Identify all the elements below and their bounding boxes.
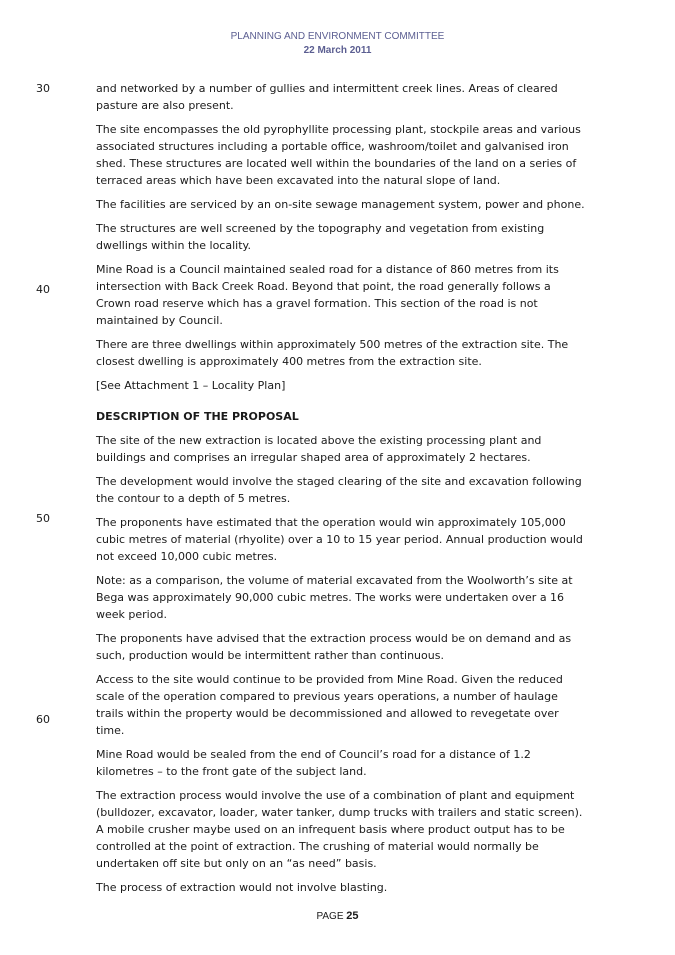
paragraph: The proponents have advised that the extraction process would be on demand and as such, production would be intermittent rather than continuous. xyxy=(96,632,572,662)
paragraph: The site encompasses the old pyrophyllite processing plant, stockpile areas and various associated structures including a portable office, washroom/toilet and galvanised iron shed. These structures are located well within the boundaries of the land on a series of terraced areas which have been excavated into the natural slope of land. xyxy=(96,123,581,187)
paragraph: The extraction process would involve the use of a combination of plant and equipment (bulldozer, excavator, loader, water tanker, dump trucks with trailers and static screen). A mobile crusher maybe used on an infrequent basis where product output has to be controlled at the point of extraction. The crushing of material would normally be undertaken off site but only on an “as need” basis. xyxy=(96,789,583,870)
page-number: 25 xyxy=(346,910,359,922)
paragraph: The site of the new extraction is located above the existing processing plant and buildings and comprises an irregular shaped area of approximately 2 hectares. xyxy=(96,434,542,464)
line-number-60: 60 xyxy=(36,713,50,726)
paragraph: The process of extraction would not involve blasting. xyxy=(96,881,388,894)
meeting-date: 22 March 2011 xyxy=(303,45,372,56)
paragraph: Access to the site would continue to be provided from Mine Road. Given the reduced scale of the operation compared to previous years operations, a number of haulage trails within the property would be decommissioned and allowed to revegetate over time. xyxy=(96,673,563,737)
page-label: PAGE xyxy=(316,911,344,922)
page-header xyxy=(0,30,675,58)
paragraph: The structures are well screened by the topography and vegetation from existing dwellings within the locality. xyxy=(96,222,545,252)
attachment-reference: [See Attachment 1 – Locality Plan] xyxy=(96,379,286,392)
paragraph: The development would involve the staged clearing of the site and excavation following the contour to a depth of 5 metres. xyxy=(96,475,582,505)
document-body xyxy=(96,80,588,903)
line-number-40: 40 xyxy=(36,283,50,296)
paragraph: The proponents have estimated that the operation would win approximately 105,000 cubic metres of material (rhyolite) over a 10 to 15 year period. Annual production would not exceed 10,000 cubic metres. xyxy=(96,516,583,563)
committee-title: PLANNING AND ENVIRONMENT COMMITTEE xyxy=(230,31,445,42)
paragraph: The facilities are serviced by an on-site sewage management system, power and phone. xyxy=(96,198,585,211)
section-heading: DESCRIPTION OF THE PROPOSAL xyxy=(96,410,299,423)
paragraph: and networked by a number of gullies and intermittent creek lines. Areas of cleared pasture are also present. xyxy=(96,82,558,112)
paragraph: Mine Road is a Council maintained sealed road for a distance of 860 metres from its intersection with Back Creek Road. Beyond that point, the road generally follows a Crown road reserve which has a gravel formation. This section of the road is not maintained by Council. xyxy=(96,263,559,327)
line-number-50: 50 xyxy=(36,512,50,525)
page-footer xyxy=(0,910,675,922)
paragraph: There are three dwellings within approximately 500 metres of the extraction site. The closest dwelling is approximately 400 metres from the extraction site. xyxy=(96,338,569,368)
paragraph: Note: as a comparison, the volume of material excavated from the Woolworth’s site at Bega was approximately 90,000 cubic metres. The works were undertaken over a 16 week period. xyxy=(96,574,573,621)
line-number-30: 30 xyxy=(36,82,50,95)
paragraph: Mine Road would be sealed from the end of Council’s road for a distance of 1.2 kilometres – to the front gate of the subject land. xyxy=(96,748,531,778)
